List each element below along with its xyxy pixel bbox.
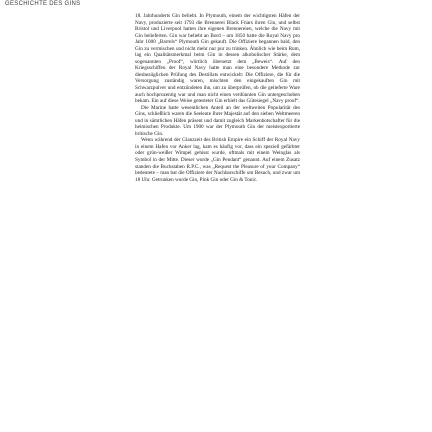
body-text bbox=[135, 13, 300, 183]
paragraph: Wenn während der Glanzzeit des British Empire ein Schiff der Royal Navy in einem Hafen vor Anker lag, kam es häufig vor, dass ein speziell gefärbter oder grün-weißer Wimpel gehisst wurde, oftmals mit einem Weinglas als Symbol in der Mitte. Dieser wurde „Gin Pendant“ genannt. Auf einem Zusatz standen die Buchstaben R.P.C., was „Request the Pleasure of your Company“ bedeutete – man bat die Offiziere der Nachbarschiffe um Besuch, und zwar um 18 Uhr. Getrunken wurde Gin, Pink Gin oder Gin & Tonic. bbox=[135, 137, 300, 183]
running-header: GESCHICHTE DES GINS bbox=[5, 1, 81, 7]
paragraph: 18. Jahrhunderts Gin beliebt. In Plymouth, einem der wichtigsten Häfen der Navy, produzierte seit 1793 die Brennerei Black Friars ihren Gin, und selbst Bristol und Liverpool hatten ihre eigenen Brennereien, welche die Navy mit Gin belieferten. Gin war beliebt an Bord – um 1850 hatte die Royal Navy pro Jahr 1000 „Barrels“ Plymouth Gin gekauft. Die Offiziere begannen bald, den Gin zu vermischen und nicht mehr nur pur zu trinken. Ähnlich wie beim Rum, lag ein Qualitätsmerkmal beim Gin in dessen alkoholischer Stärke, dem sogenannten „Proof“, wörtlich übersetzt dem „Beweis“. Auf den Kriegsschiffen der Royal Navy hatte man eine besondere Methode zur diesbezüglichen Prüfung des Destillats entwickelt: Die Offiziere, die für die Versorgung zuständig waren, mischten den eingekauften Gin mit Schwarzpulver und entzündeten ihn, um zu überprüfen, ob die gelieferte Ware auch hochprozentig war und man nicht einen verdünnten Gin untergeschoben bekam. Ein auf diese Weise getesteter Gin erhielt das Gütesiegel „Navy proof“. bbox=[135, 13, 300, 105]
paragraph: Die Marine hatte wesentlichen Anteil an der weltweiten Popularität des Gins, schließlich waren die Seeleute Ihrer Majestät auf den sieben Weltmeeren und in sämtlichen Häfen präsent und damit zugleich Markenbotschafter für die heimischen Produkte. Um 1900 war der Plymouth Gin der meistexportierte britische Gin. bbox=[135, 104, 300, 137]
